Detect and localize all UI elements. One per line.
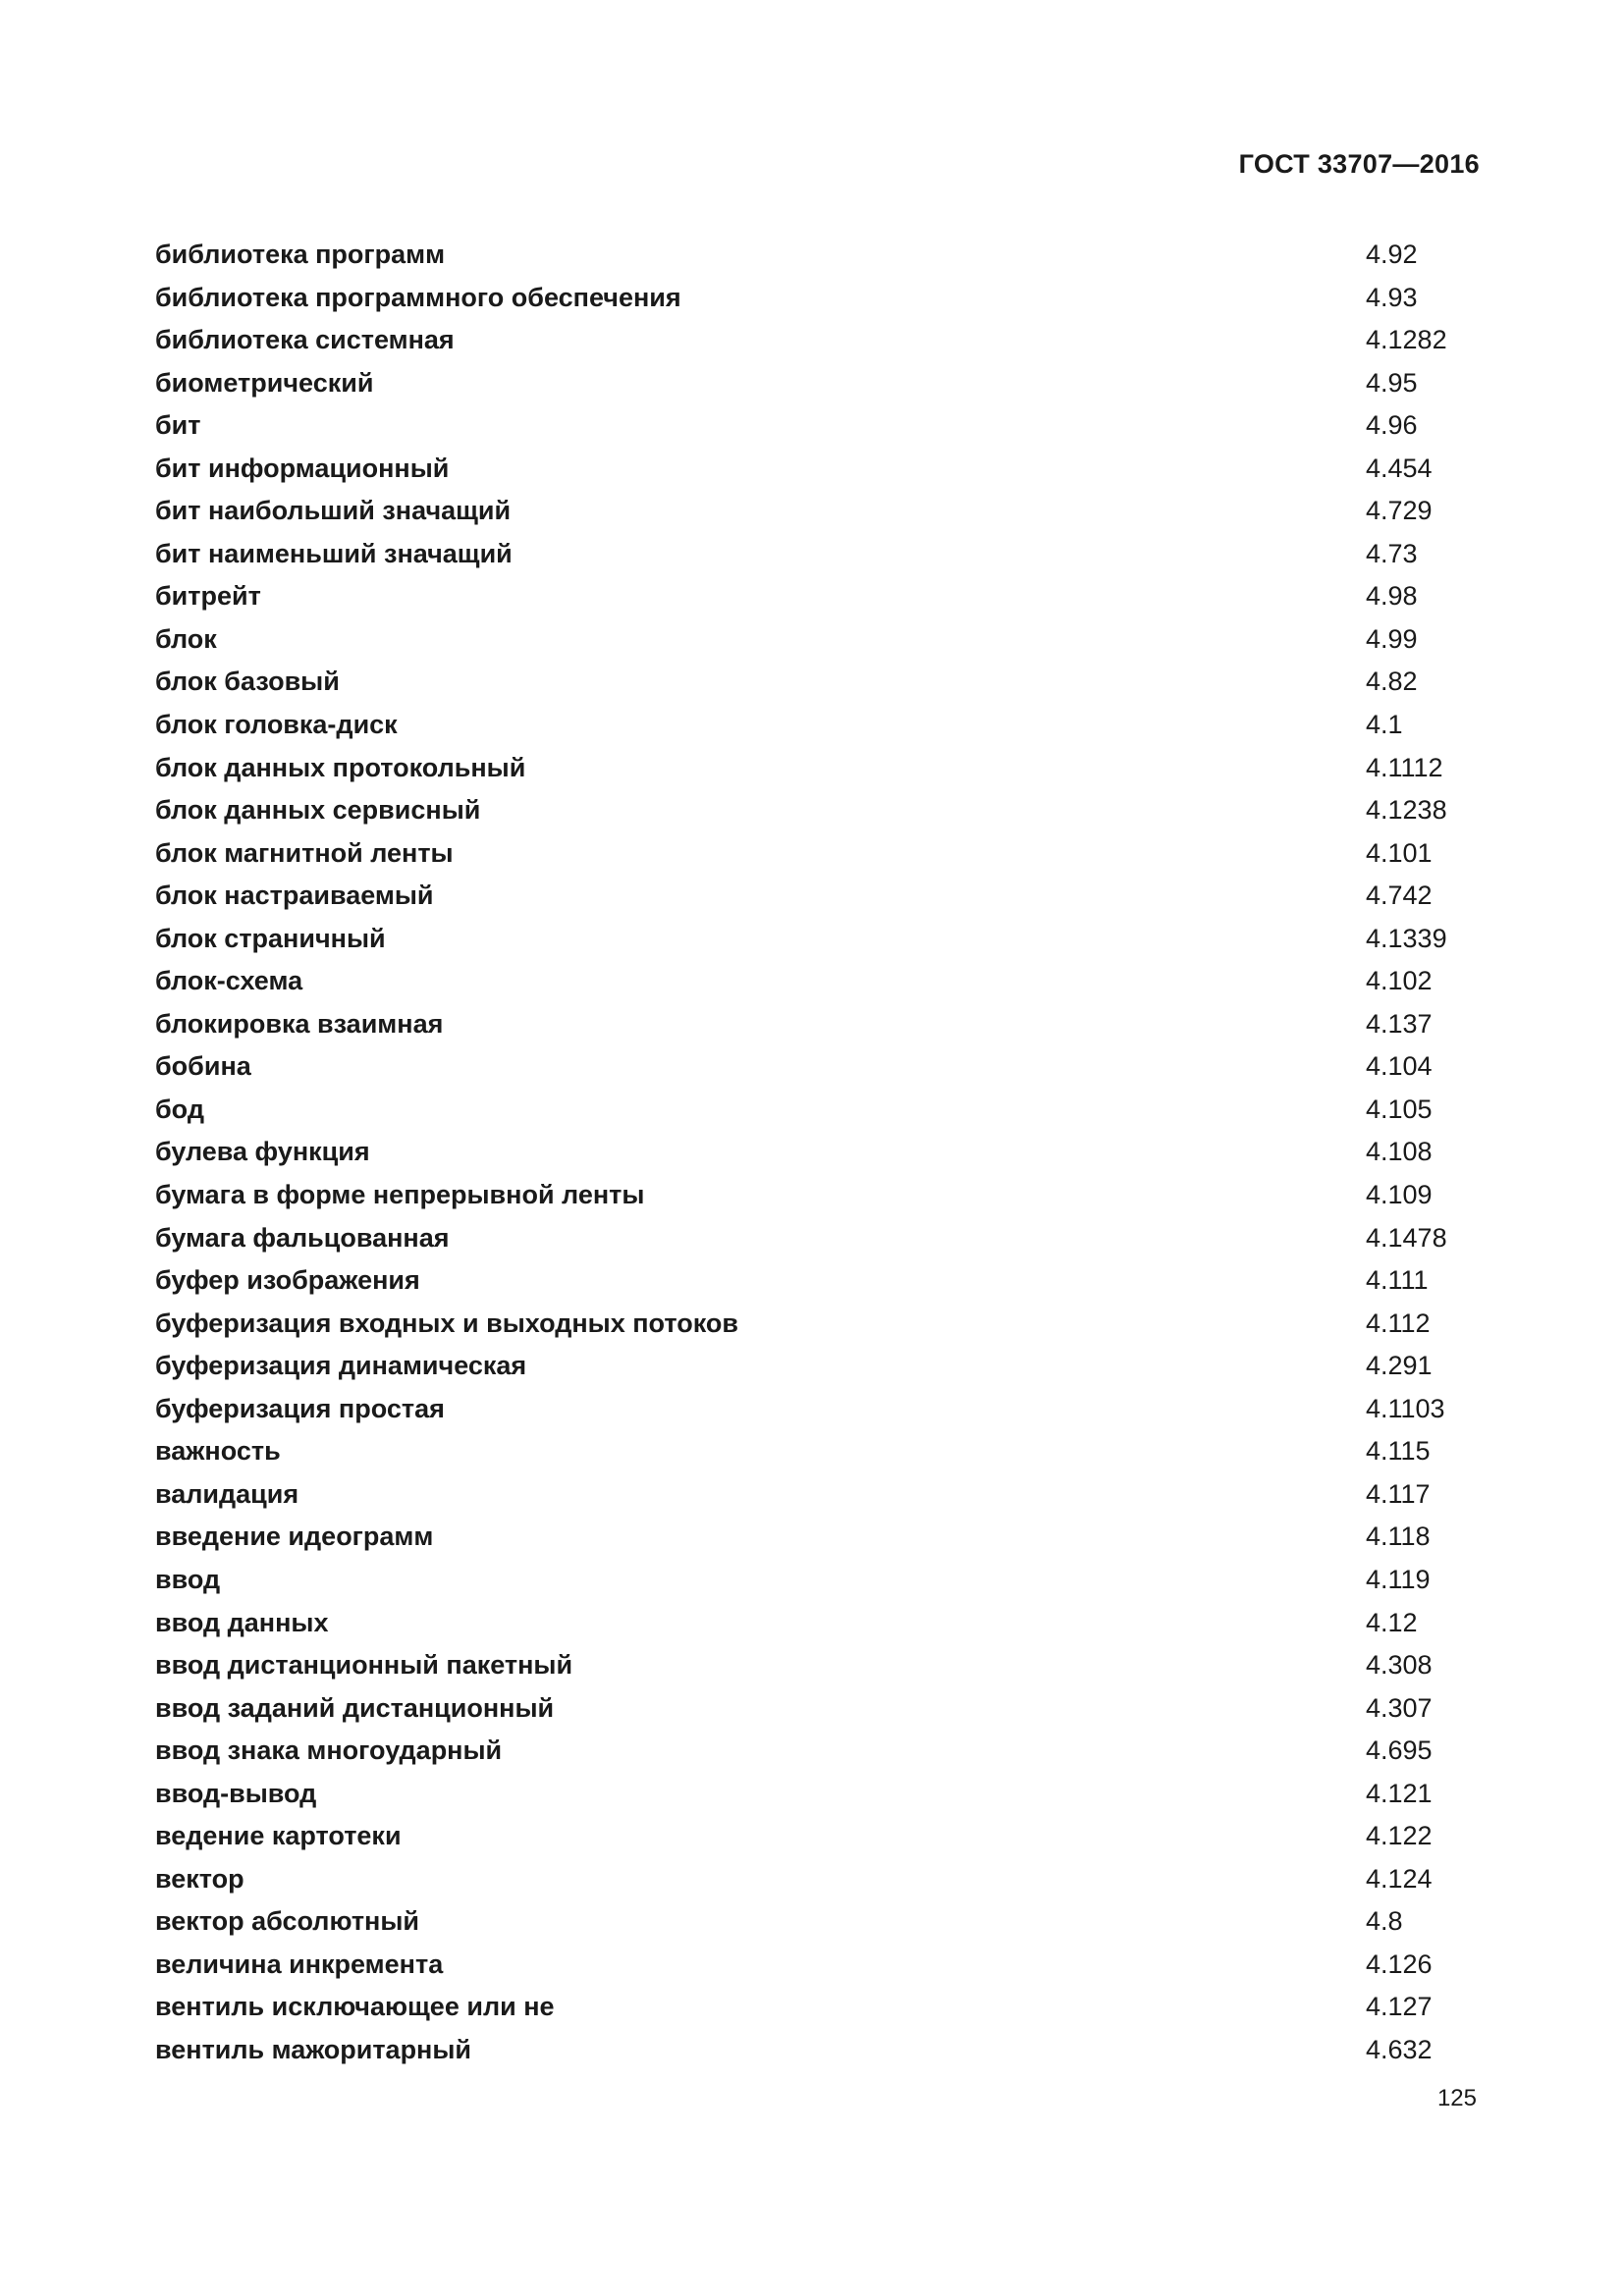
index-row [155, 1986, 1481, 2029]
index-term: бит информационный [155, 453, 450, 483]
index-term: библиотека программного обеспечения [155, 282, 681, 312]
index-reference-number: 4.95 [1366, 367, 1418, 398]
index-reference-number: 4.121 [1366, 1778, 1433, 1808]
index-row [155, 404, 1481, 448]
index-reference-number: 4.454 [1366, 453, 1433, 483]
index-reference-number: 4.1 [1366, 710, 1403, 740]
index-row [155, 448, 1481, 491]
index-term: бит наибольший значащий [155, 496, 512, 526]
index-row [155, 1858, 1481, 1901]
index-term: вентиль исключающее или не [155, 1992, 555, 2022]
index-row [155, 1131, 1481, 1174]
index-term: буфер изображения [155, 1265, 420, 1296]
index-row [155, 960, 1481, 1003]
index-term: ввод знака многоударный [155, 1735, 503, 1766]
index-term: величина инкремента [155, 1949, 444, 1979]
index-term: блок данных протокольный [155, 752, 526, 782]
index-row [155, 2029, 1481, 2072]
index-term: блок базовый [155, 667, 340, 697]
index-reference-number: 4.92 [1366, 240, 1418, 269]
index-reference-number: 4.73 [1366, 538, 1418, 568]
index-term: булева функция [155, 1137, 370, 1167]
index-term: бит наименьший значащий [155, 538, 513, 568]
index-term: буферизация динамическая [155, 1351, 527, 1381]
index-reference-number: 4.118 [1366, 1522, 1431, 1552]
index-reference-number: 4.1478 [1366, 1222, 1447, 1253]
index-row [155, 1003, 1481, 1046]
index-term: бумага фальцованная [155, 1222, 450, 1253]
index-term: блок головка-диск [155, 710, 398, 740]
index-row [155, 875, 1481, 918]
index-term: буферизация входных и выходных потоков [155, 1308, 738, 1338]
index-reference-number: 4.1339 [1366, 923, 1447, 953]
index-row [155, 918, 1481, 961]
index-term: блок магнитной ленты [155, 837, 454, 868]
index-term: ввод-вывод [155, 1778, 317, 1808]
index-term: ввод данных [155, 1607, 329, 1637]
index-term: буферизация простая [155, 1393, 445, 1423]
index-term: блок данных сервисный [155, 795, 481, 826]
index-row [155, 618, 1481, 662]
index-term: вентиль мажоритарный [155, 2034, 472, 2064]
index-term: вектор [155, 1863, 244, 1894]
index-row [155, 575, 1481, 618]
index-term: валидация [155, 1478, 299, 1509]
index-row [155, 1559, 1481, 1602]
index-term: ввод дистанционный пакетный [155, 1650, 573, 1681]
index-term: бобина [155, 1051, 251, 1082]
index-term: библиотека системная [155, 325, 455, 355]
page-number: 125 [1436, 2085, 1477, 2111]
index-reference-number: 4.119 [1366, 1564, 1431, 1594]
index-reference-number: 4.291 [1366, 1351, 1433, 1381]
index-row [155, 789, 1481, 832]
index-row [155, 1303, 1481, 1346]
index-reference-number: 4.695 [1366, 1735, 1433, 1766]
index-row [155, 1815, 1481, 1858]
index-row [155, 1174, 1481, 1217]
index-reference-number: 4.117 [1366, 1478, 1431, 1509]
index-term: блок страничный [155, 923, 386, 953]
index-row [155, 533, 1481, 576]
index-row [155, 319, 1481, 362]
index-term: блок настраиваемый [155, 881, 434, 911]
index-reference-number: 4.729 [1366, 496, 1433, 526]
index-reference-number: 4.12 [1366, 1607, 1418, 1637]
index-row [155, 234, 1481, 277]
index-reference-number: 4.112 [1366, 1308, 1431, 1338]
index-row [155, 661, 1481, 704]
index-term: введение идеограмм [155, 1522, 434, 1552]
index-term: блок [155, 623, 217, 654]
index-reference-number: 4.102 [1366, 966, 1433, 996]
index-reference-number: 4.1238 [1366, 795, 1447, 826]
index-row [155, 362, 1481, 405]
index-reference-number: 4.98 [1366, 581, 1418, 612]
index-reference-number: 4.632 [1366, 2034, 1433, 2064]
index-row [155, 1217, 1481, 1260]
index-reference-number: 4.127 [1366, 1992, 1433, 2022]
index-term: биометрический [155, 367, 374, 398]
index-reference-number: 4.742 [1366, 881, 1433, 911]
index-reference-number: 4.308 [1366, 1650, 1433, 1681]
page-header-standard: ГОСТ 33707—2016 [1238, 149, 1480, 179]
index-row [155, 1687, 1481, 1731]
index-reference-number: 4.108 [1366, 1137, 1433, 1167]
index-reference-number: 4.93 [1366, 282, 1418, 312]
index-reference-number: 4.122 [1366, 1821, 1433, 1851]
index-reference-number: 4.307 [1366, 1692, 1433, 1723]
index-reference-number: 4.1103 [1366, 1393, 1445, 1423]
index-reference-number: 4.96 [1366, 410, 1418, 441]
index-row [155, 1516, 1481, 1559]
index-row [155, 747, 1481, 790]
index-term: бит [155, 410, 201, 441]
index-reference-number: 4.105 [1366, 1094, 1433, 1124]
index-reference-number: 4.126 [1366, 1949, 1433, 1979]
index-reference-number: 4.137 [1366, 1008, 1433, 1039]
index-term: вектор абсолютный [155, 1906, 420, 1937]
index-row [155, 277, 1481, 320]
index-reference-number: 4.104 [1366, 1051, 1433, 1082]
index-term: ведение картотеки [155, 1821, 402, 1851]
index-row [155, 1900, 1481, 1944]
index-row [155, 1730, 1481, 1773]
index-reference-number: 4.99 [1366, 623, 1418, 654]
index-row [155, 1430, 1481, 1473]
index-reference-number: 4.115 [1366, 1436, 1431, 1467]
index-term: блокировка взаимная [155, 1008, 444, 1039]
index-row [155, 1644, 1481, 1687]
index-row [155, 1045, 1481, 1089]
index-reference-number: 4.82 [1366, 667, 1418, 697]
index-reference-number: 4.111 [1366, 1265, 1429, 1296]
index-row [155, 490, 1481, 533]
index-term: бумага в форме непрерывной ленты [155, 1180, 645, 1210]
index-reference-number: 4.101 [1366, 837, 1433, 868]
index-reference-number: 4.8 [1366, 1906, 1403, 1937]
index-term: библиотека программ [155, 240, 446, 269]
index-row [155, 704, 1481, 747]
index-reference-number: 4.1282 [1366, 325, 1447, 355]
index-term: ввод [155, 1564, 221, 1594]
index-row [155, 1944, 1481, 1987]
index-row [155, 832, 1481, 876]
index-term: важность [155, 1436, 281, 1467]
index-row [155, 1473, 1481, 1517]
alphabetical-index-list [155, 234, 1481, 2072]
index-row [155, 1773, 1481, 1816]
index-reference-number: 4.124 [1366, 1863, 1433, 1894]
index-reference-number: 4.1112 [1366, 752, 1443, 782]
index-row [155, 1345, 1481, 1388]
index-term: ввод заданий дистанционный [155, 1692, 555, 1723]
index-term: бод [155, 1094, 204, 1124]
index-row [155, 1388, 1481, 1431]
index-row [155, 1259, 1481, 1303]
index-term: битрейт [155, 581, 261, 612]
index-term: блок-схема [155, 966, 303, 996]
index-row [155, 1089, 1481, 1132]
index-row [155, 1602, 1481, 1645]
index-reference-number: 4.109 [1366, 1180, 1433, 1210]
